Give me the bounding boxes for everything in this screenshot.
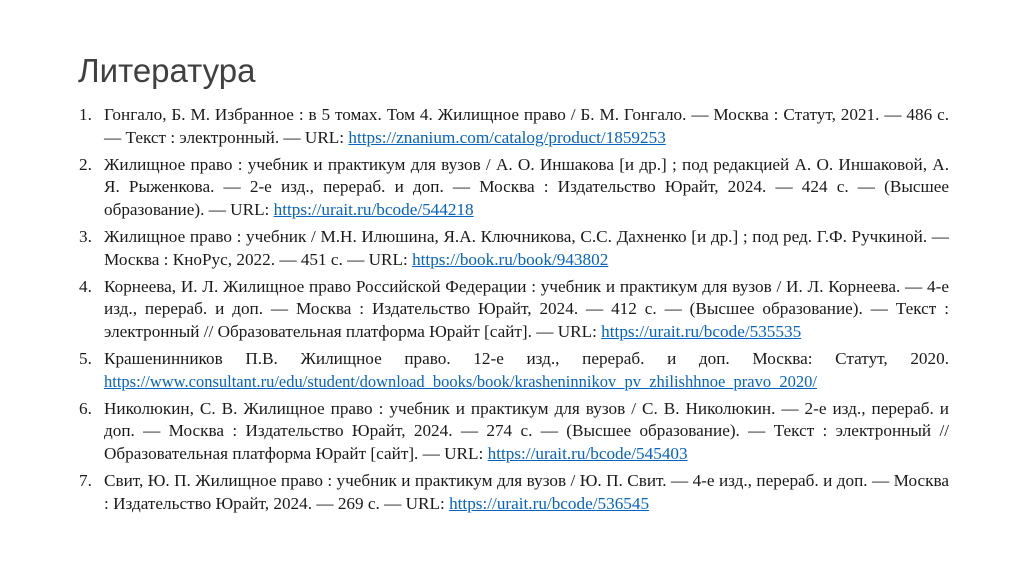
item-number: 2. [79,154,92,174]
item-link[interactable]: https://www.consultant.ru/edu/student/download_books/book/krasheninnikov_pv_zhilishhnoe_pravo_2020/ [104,371,817,391]
item-citation: Жилищное право : учебник / М.Н. Илюшина, Я.А. Ключникова, С.С. Дахненко [и др.] ; под ред. Г.Ф. Ручкиной. — Москва : КноРус, 2022. — 451 с. — URL: [104,226,949,269]
item-number: 3. [79,226,92,246]
item-text [104,154,949,222]
item-citation: Николюкин, С. В. Жилищное право : учебник и практикум для вузов / С. В. Николюкин. — 2-е изд., перераб. и доп. — Москва : Издательство Юрайт, 2024. — 274 с. — (Высшее образование). — Текст : электронный // Образовательная платформа Юрайт [сайт]. — URL: [104,398,949,464]
reference-list [79,104,949,520]
item-link[interactable]: https://book.ru/book/943802 [412,249,609,269]
item-citation: Свит, Ю. П. Жилищное право : учебник и практикум для вузов / Ю. П. Свит. — 4-е изд., перераб. и доп. — Москва : Издательство Юрайт, 2024. — 269 с. — URL: [104,470,949,513]
item-link[interactable]: https://urait.ru/bcode/544218 [273,200,474,220]
item-number: 1. [79,105,92,124]
item-citation: Жилищное право : учебник и практикум для вузов / А. О. Иншакова [и др.] ; под редакцией А. О. Иншаковой, А. Я. Рыженкова. — 2-е изд., перераб. и доп. — Москва : Издательство Юрайт, 2024. — 424 с. — (Высшее образование). — URL: [104,154,949,220]
item-text [104,348,949,394]
item-link[interactable]: https://urait.ru/bcode/536545 [449,493,650,513]
item-text [104,276,949,344]
item-citation: Корнеева, И. Л. Жилищное право Российской Федерации : учебник и практикум для вузов / И. Л. Корнеева. — 4-е изд., перераб. и доп. — Москва : Издательство Юрайт, 2024. — 412 с. — (Высшее образование). — Текст : электронный // Образовательная платформа Юрайт [сайт]. — URL: [104,276,949,342]
list-item [79,348,949,394]
item-citation: Крашенинников П.В. Жилищное право. 12-е изд., перераб. и доп. Москва: Статут, 2020. [104,348,949,368]
item-citation: Гонгало, Б. М. Избранное : в 5 томах. Том 4. Жилищное право / Б. М. Гонгало. — Москва : Статут, 2021. — 486 с. — Текст : электронный. — URL: [104,105,949,147]
list-item [79,104,949,150]
item-link[interactable]: https://urait.ru/bcode/545403 [487,444,688,464]
slide-title: Литература [78,52,256,89]
item-text [104,226,949,272]
list-item [79,398,949,466]
item-link[interactable]: https://urait.ru/bcode/535535 [601,322,802,342]
item-text [104,104,949,150]
item-link[interactable]: https://znanium.com/catalog/product/1859253 [348,127,666,147]
list-item [79,470,949,516]
item-number: 6. [79,398,92,418]
item-text [104,470,949,516]
list-item [79,154,949,222]
item-number: 4. [79,276,92,296]
item-number: 7. [79,470,92,490]
item-text [104,398,949,466]
list-item [79,226,949,272]
item-number: 5. [79,348,92,368]
list-item [79,276,949,344]
